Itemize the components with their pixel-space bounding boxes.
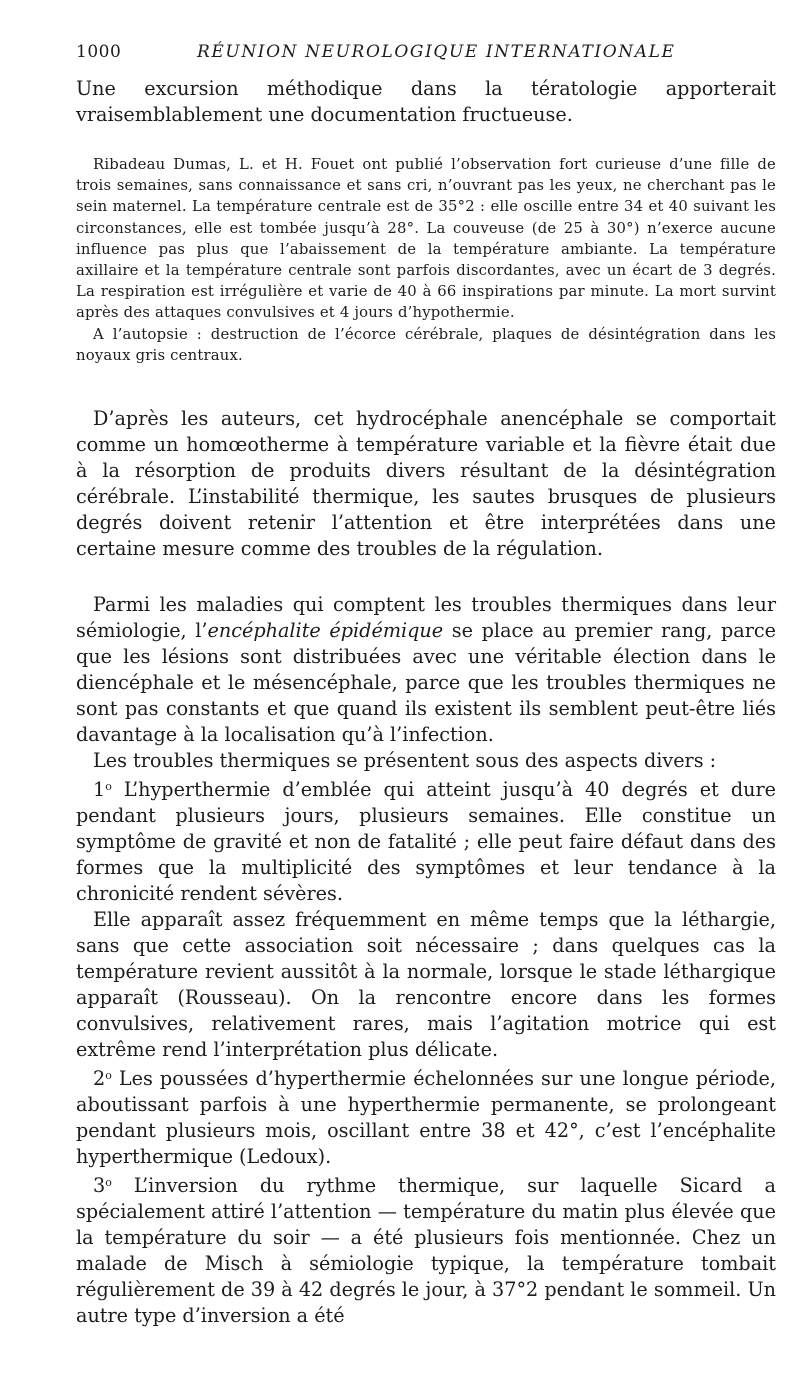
- degree-sign: o: [105, 1069, 112, 1083]
- page-header: [76, 38, 776, 64]
- degree-sign: o: [105, 1176, 112, 1190]
- degree-sign: o: [105, 780, 112, 794]
- paragraph-lethargy: Elle apparaît assez fréquemment en même temps que la léthargie, sans que cette association soit nécessaire ; dans quelques cas la température revient aussitôt à la normale, lorsque le stade léthargique apparaît (Rousseau). On la rencontre encore dans les formes convulsives, relativement rares, mais l’agitation motrice qui est extrême rend l’interprétation plus délicate.: [76, 908, 776, 1062]
- page-body: [76, 76, 776, 1329]
- encephalitis-text-after: se place au premier rang, parce que les lésions sont distribuées avec une véritable élection dans le diencéphale et le mésencéphale, parce que les troubles thermiques ne sont pas constants et que quand ils existent ils semblent peut-être liés davantage à la localisation qu’à l’infection.: [76, 619, 776, 747]
- page-number: 1000: [76, 42, 122, 62]
- case-report: [76, 154, 776, 366]
- item-number: 2: [93, 1067, 106, 1091]
- item-text: L’inversion du rythme thermique, sur laquelle Sicard a spécialement attiré l’attention — température du matin plus élevée que la température du soir — a été plusieurs fois mentionnée. Chez un malade de Misch à sémiologie typique, la température tombait régulièrement de 39 à 42 degrés le jour, à 37°2 pendant le sommeil. Un autre type d’inversion a été: [76, 1174, 776, 1328]
- list-item: [76, 774, 776, 907]
- list-item: [76, 1170, 776, 1329]
- item-text: L’hyperthermie d’emblée qui atteint jusqu’à 40 degrés et dure pendant plusieurs jours, plusieurs semaines. Elle constitue un symptôme de gravité et non de fatalité ; elle peut faire défaut dans des formes que la multiplicité des symptômes et leur tendance à la chronicité rendent sévères.: [76, 778, 776, 906]
- paragraph-hydrocephalus: D’après les auteurs, cet hydrocéphale anencéphale se comportait comme un homœotherme à température variable et la fièvre était due à la résorption de produits divers résultant de la désintégration cérébrale. L’instabilité thermique, les sautes brusques de plusieurs degrés doivent retenir l’attention et être interprétées dans une certaine mesure comme des troubles de la régulation.: [76, 407, 776, 561]
- encephalitis-text-before: Parmi les maladies qui comptent les troubles thermiques dans leur sémiologie, l’: [76, 593, 776, 643]
- case-report-text: Ribadeau Dumas, L. et H. Fouet ont publié l’observation fort curieuse d’une fille de trois semaines, sans connaissance et sans cri, n’ouvrant pas les yeux, ne cherchant pas le sein maternel. La température centrale est de 35°2 : elle oscille entre 34 et 40 suivant les circonstances, elle est tombée jusqu’à 28°. La couveuse (de 25 à 30°) n’exerce aucune influence pas plus que l’abaissement de la température ambiante. La température axillaire et la température centrale sont parfois discordantes, avec un écart de 3 degrés. La respiration est irrégulière et varie de 40 à 66 inspirations par minute. La mort survint après des attaques convulsives et 4 jours d’hypothermie.: [76, 156, 776, 322]
- item-number: 1: [93, 778, 106, 802]
- item-number: 3: [93, 1174, 106, 1198]
- intro-paragraph: Une excursion méthodique dans la tératologie apporterait vraisemblablement une documentation fructueuse.: [76, 77, 776, 126]
- item-text: Les poussées d’hyperthermie échelonnées sur une longue période, aboutissant parfois à une hyperthermie permanente, se prolongeant pendant plusieurs mois, oscillant entre 38 et 42°, c’est l’encéphalite hyperthermique (Ledoux).: [76, 1067, 776, 1169]
- paragraph-aspects: Les troubles thermiques se présentent sous des aspects divers :: [93, 749, 717, 773]
- paragraph-encephalitis: [76, 592, 776, 748]
- encephalitis-term: encéphalite épidémique: [207, 619, 444, 643]
- list-item: [76, 1063, 776, 1170]
- autopsy-findings: A l’autopsie : destruction de l’écorce cérébrale, plaques de désintégration dans les noyaux gris centraux.: [76, 325, 776, 364]
- running-title: RÉUNION NEUROLOGIQUE INTERNATIONALE: [197, 42, 676, 62]
